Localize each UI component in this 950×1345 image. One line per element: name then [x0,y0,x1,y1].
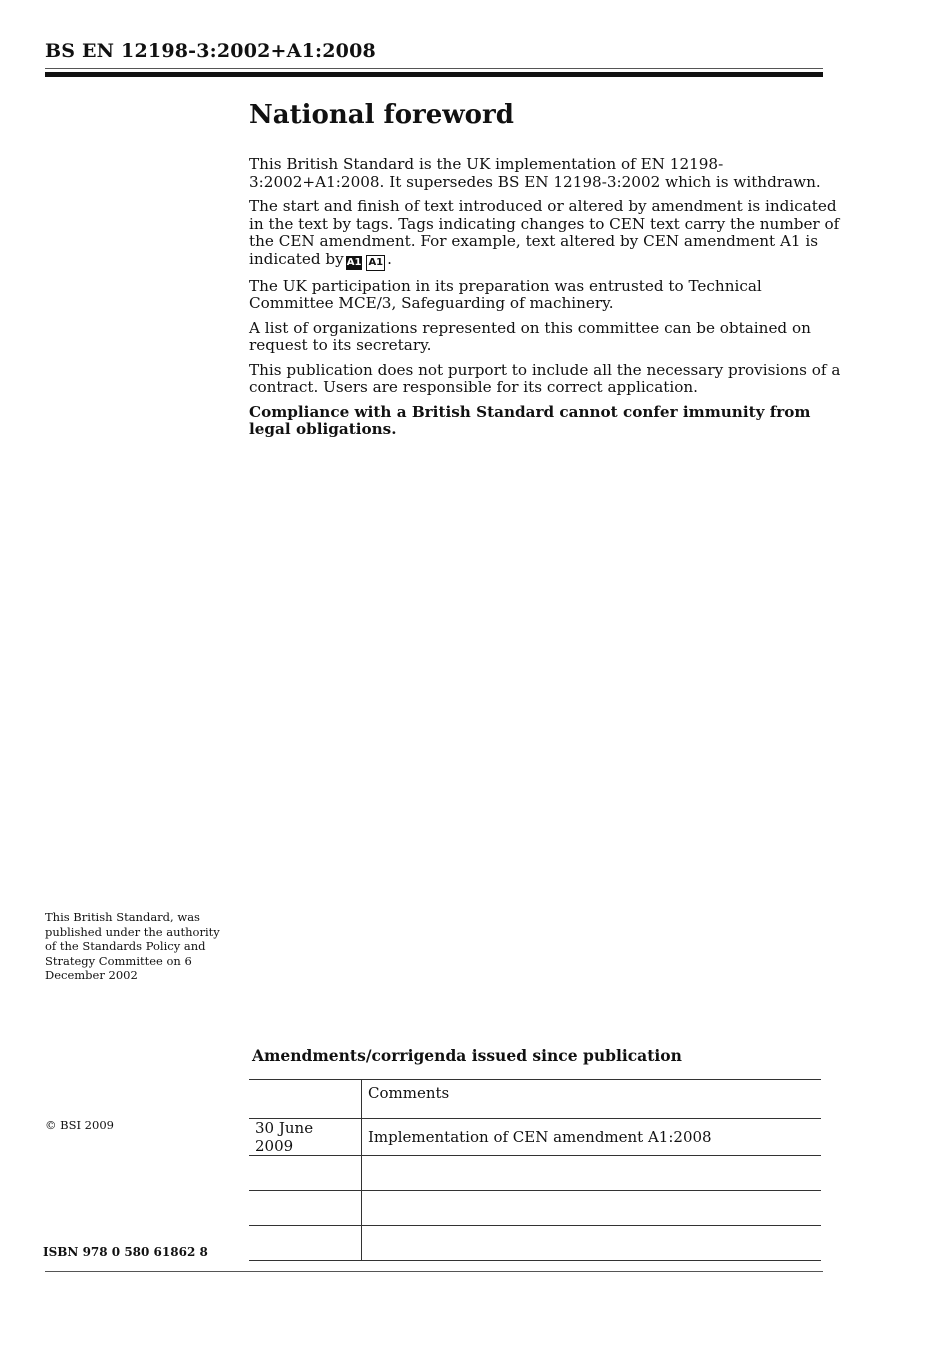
date-cell [249,1156,362,1191]
comment-cell [362,1156,822,1191]
comment-cell: Implementation of CEN amendment A1:2008 [362,1119,822,1156]
footer-rule [45,1271,823,1272]
comment-cell [362,1226,822,1261]
date-cell [249,1191,362,1226]
header-comments-cell: Comments [362,1080,822,1119]
header-date-cell [249,1080,362,1119]
foreword-paragraph: The UK participation in its preparation was entrusted to Technical Committee MCE/3, Safeguarding of machinery. [249,276,762,312]
copyright-notice: © BSI 2009 [45,1118,114,1132]
tags-text-end: . [387,249,392,268]
foreword-paragraph: This British Standard is the UK implementation of EN 12198-3:2002+A1:2008. It supersedes BS EN 12198-3:2002 which is withdrawn. [249,155,821,191]
amendments-heading: Amendments/corrigenda issued since publication [252,1046,682,1065]
foreword-paragraph-tags [249,198,844,271]
table-row [249,1191,821,1226]
table-row [249,1156,821,1191]
date-cell [249,1226,362,1261]
header-rule-thick [45,72,823,77]
document-id: BS EN 12198-3:2002+A1:2008 [45,40,376,62]
foreword-body [249,156,844,446]
table-row [249,1119,821,1156]
tags-text: The start and finish of text introduced or altered by amendment is indicated in the text by tags. Tags indicating changes to CEN text carry the number of the CEN amendment. For example, text altered by CEN amendment A1 is indicated by [249,197,840,268]
amendments-table [249,1079,821,1261]
publication-authority-note: This British Standard, was published under the authority of the Standards Policy and Strategy Committee on 6 December 2002 [45,910,220,983]
page-title: National foreword [249,100,514,130]
date-cell: 30 June 2009 [249,1119,362,1156]
isbn: ISBN 978 0 580 61862 8 [43,1245,208,1259]
compliance-statement: Compliance with a British Standard cannot confer immunity from legal obligations. [249,402,811,438]
table-header-row [249,1080,821,1119]
comment-cell [362,1191,822,1226]
table-row [249,1226,821,1261]
foreword-paragraph: A list of organizations represented on this committee can be obtained on request to its secretary. [249,318,811,354]
amendment-end-tag-icon: A1 [366,255,385,271]
header-rule-thin [45,68,823,69]
amendment-start-tag-icon: A1 [346,256,362,268]
foreword-paragraph: This publication does not purport to include all the necessary provisions of a contract. Users are responsible for its correct application. [249,360,841,396]
